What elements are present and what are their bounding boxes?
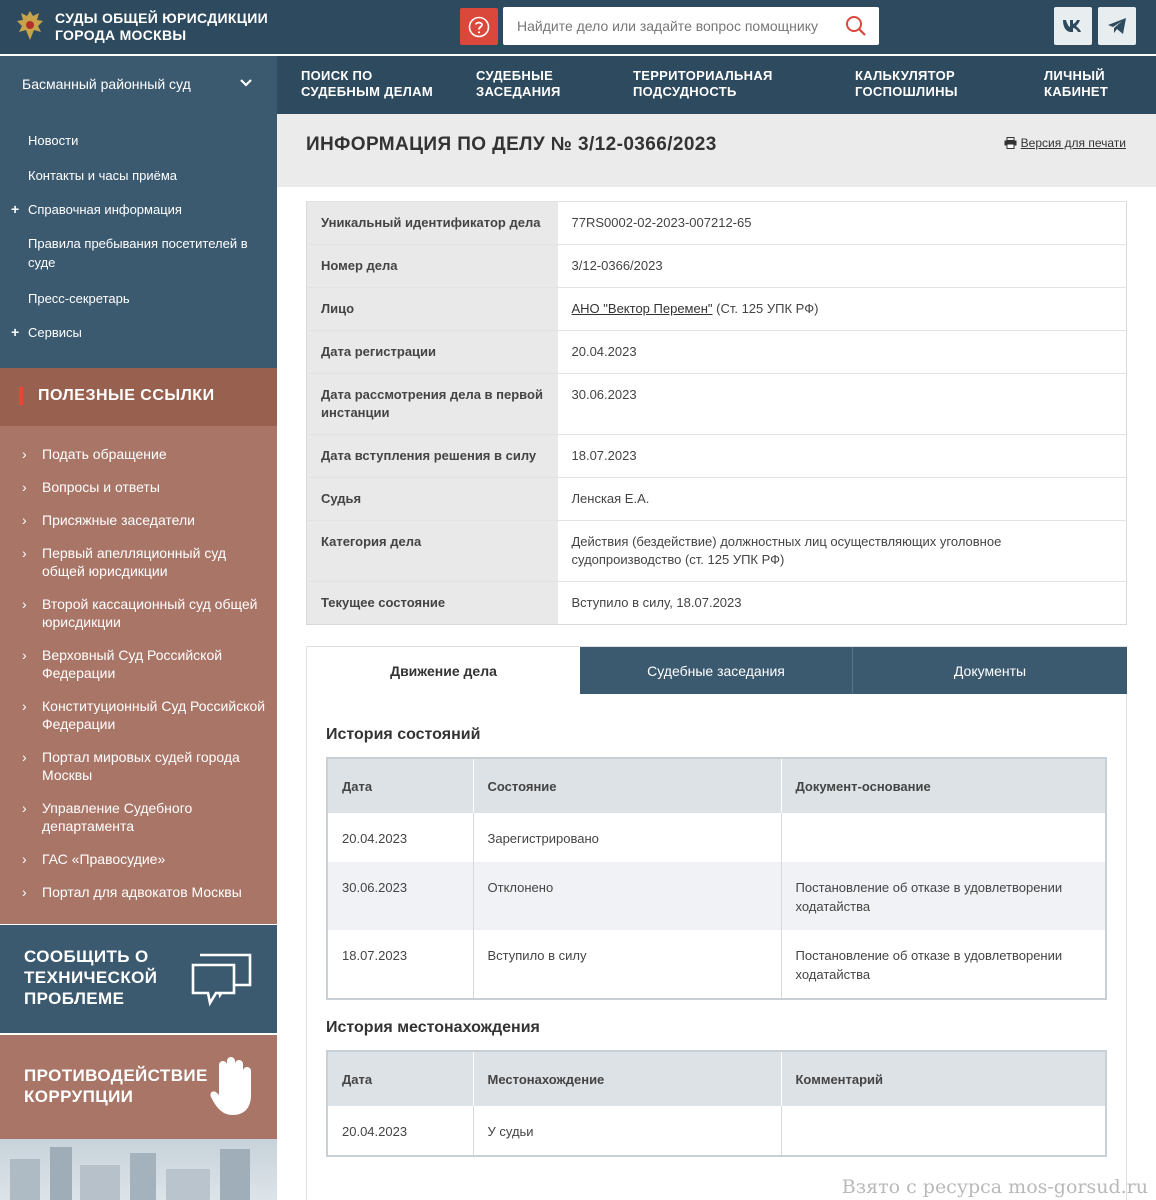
table-row [307,582,1127,625]
useful-link[interactable] [22,883,267,901]
table-cell: Зарегистрировано [473,813,781,862]
useful-link-label: Верховный Суд Российской Федерации [42,647,223,681]
table-cell: Постановление об отказе в удовлетворении ходатайства [781,862,1106,930]
field-value: Действия (бездействие) должностных лиц осуществляющих уголовное судопроизводство (ст. 125 УПК РФ) [558,521,1127,582]
useful-link-label: Первый апелляционный суд общей юрисдикции [42,545,227,579]
chevron-right-icon: › [22,749,27,765]
field-value: 30.06.2023 [558,374,1127,435]
location-history-title: История местонахождения [326,1019,540,1036]
status-history-table [326,757,1107,1000]
chevron-right-icon: › [22,479,27,495]
field-value: 77RS0002-02-2023-007212-65 [558,202,1127,245]
useful-link[interactable] [22,748,267,784]
table-cell [781,813,1106,862]
table-row [307,331,1127,374]
sidebar-item-label: Правила пребывания посетителей в суде [28,236,248,270]
chevron-right-icon: › [22,800,27,816]
column-header: Местонахождение [473,1051,781,1106]
printer-icon [1004,137,1017,149]
plus-icon[interactable]: + [11,324,20,340]
field-value: 20.04.2023 [558,331,1127,374]
nav-fee-calculator[interactable]: КАЛЬКУЛЯТОР ГОСПОШЛИНЫ [855,68,958,99]
table-row [307,374,1127,435]
useful-link-label: Портал мировых судей города Москвы [42,749,240,783]
field-value [558,288,1127,331]
column-header: Комментарий [781,1051,1106,1106]
chevron-right-icon: › [22,698,27,714]
question-icon [468,16,490,38]
coat-of-arms-icon[interactable] [14,9,46,43]
chevron-right-icon: › [22,647,27,663]
sidebar-menu [0,114,277,368]
table-row [307,288,1127,331]
field-label: Номер дела [307,245,558,288]
field-value: Ленская Е.А. [558,478,1127,521]
useful-link-label: ГАС «Правосудие» [42,851,166,867]
field-value: Вступило в силу, 18.07.2023 [558,582,1127,625]
table-row [327,930,1106,999]
table-cell: 20.04.2023 [327,1106,473,1156]
top-navigation [277,56,1156,114]
table-row [327,862,1106,930]
useful-link[interactable] [22,511,267,529]
sidebar-item-news[interactable] [28,131,258,150]
useful-link-label: Присяжные заседатели [42,512,195,528]
telegram-icon [1107,17,1127,35]
city-image [0,1139,277,1200]
table-row [307,245,1127,288]
field-label: Категория дела [307,521,558,582]
sidebar-item-contacts[interactable] [28,166,258,185]
sidebar-item-label: Пресс-секретарь [28,291,130,306]
useful-links-header [0,368,277,426]
field-label: Дата регистрации [307,331,558,374]
court-select[interactable] [0,56,277,114]
watermark: Взято с ресурса mos-gorsud.ru [841,1176,1148,1198]
vk-icon [1062,19,1084,33]
tab-case-movement[interactable]: Движение дела [307,647,580,694]
tab-documents[interactable]: Документы [853,647,1127,694]
case-info-table [306,201,1127,625]
useful-link-label: Портал для адвокатов Москвы [42,884,242,900]
sidebar-item-label: Сервисы [28,325,82,340]
status-history-title: История состояний [326,726,481,743]
useful-link[interactable] [22,478,267,496]
anti-corruption-banner[interactable] [0,1035,277,1139]
field-label: Дата рассмотрения дела в первой инстанции [307,374,558,435]
sidebar-item-label: Справочная информация [28,202,182,217]
table-row [327,1106,1106,1156]
table-header-row [327,1051,1106,1106]
search-icon[interactable] [845,15,867,37]
sidebar-item-reference[interactable] [11,200,258,219]
useful-link-label: Второй кассационный суд общей юрисдикции [42,596,258,630]
table-cell [781,1106,1106,1156]
nav-court-hearings[interactable]: СУДЕБНЫЕ ЗАСЕДАНИЯ [476,68,561,99]
party-article: (Ст. 125 УПК РФ) [712,301,819,316]
table-cell: 30.06.2023 [327,862,473,930]
field-label: Лицо [307,288,558,331]
print-version-label: Версия для печати [1020,136,1126,150]
tab-court-hearings[interactable]: Судебные заседания [580,647,853,694]
field-label: Текущее состояние [307,582,558,625]
table-cell: Вступило в силу [473,930,781,999]
chevron-down-icon [239,78,253,88]
useful-link-label: Вопросы и ответы [42,479,160,495]
chevron-right-icon: › [22,545,27,561]
search-box [503,7,879,45]
nav-case-search[interactable]: ПОИСК ПО СУДЕБНЫМ ДЕЛАМ [301,68,433,99]
sidebar-item-label: Контакты и часы приёма [28,168,178,183]
location-history-table [326,1050,1107,1157]
table-row [307,478,1127,521]
telegram-button[interactable] [1098,7,1136,45]
hand-stop-icon [207,1055,257,1117]
useful-links-panel [0,368,277,924]
report-problem-text: СООБЩИТЬ О ТЕХНИЧЕСКОЙ ПРОБЛЕМЕ [24,947,158,1008]
table-row [327,813,1106,862]
logo-line-1: СУДЫ ОБЩЕЙ ЮРИСДИКЦИИ [55,10,268,26]
table-cell: Отклонено [473,862,781,930]
help-button[interactable] [460,8,498,45]
useful-link[interactable] [22,544,267,580]
chevron-right-icon: › [22,512,27,528]
sidebar-item-services[interactable] [11,323,258,342]
useful-link[interactable] [22,697,267,733]
chevron-right-icon: › [22,446,27,462]
sidebar-item-label: Новости [28,133,79,148]
useful-link-label: Конституционный Суд Российской Федерации [42,698,266,732]
useful-link-label: Управление Судебного департамента [42,800,193,834]
table-row [307,435,1127,478]
column-header: Дата [327,1051,473,1106]
nav-territorial-jurisdiction[interactable]: ТЕРРИТОРИАЛЬНАЯ ПОДСУДНОСТЬ [633,68,773,99]
table-row [307,521,1127,582]
table-cell: Постановление об отказе в удовлетворении ходатайства [781,930,1106,999]
site-logo-text[interactable] [55,10,268,44]
report-problem-banner[interactable] [0,925,277,1033]
chevron-right-icon: › [22,851,27,867]
chevron-right-icon: › [22,884,27,900]
column-header: Документ-основание [781,758,1106,813]
accent-bar [19,387,23,405]
print-version-link[interactable] [1004,136,1126,150]
party-link[interactable]: АНО "Вектор Перемен" [571,301,713,316]
useful-link[interactable] [22,646,267,682]
plus-icon[interactable]: + [11,201,20,217]
field-value: 3/12-0366/2023 [558,245,1127,288]
field-label: Уникальный идентификатор дела [307,202,558,245]
field-label: Судья [307,478,558,521]
sidebar-item-press[interactable] [28,289,258,308]
page-title-band [277,114,1156,187]
site-header [0,0,1156,54]
field-label: Дата вступления решения в силу [307,435,558,478]
table-cell: 20.04.2023 [327,813,473,862]
table-cell: У судьи [473,1106,781,1156]
vk-button[interactable] [1054,7,1092,45]
chevron-right-icon: › [22,596,27,612]
logo-line-2: ГОРОДА МОСКВЫ [55,27,187,43]
column-header: Дата [327,758,473,813]
search-input[interactable] [503,7,823,45]
useful-link[interactable] [22,799,267,835]
useful-link[interactable] [22,445,267,463]
table-row [307,202,1127,245]
useful-links-title: ПОЛЕЗНЫЕ ССЫЛКИ [38,387,215,404]
useful-link[interactable] [22,850,267,868]
page-title: ИНФОРМАЦИЯ ПО ДЕЛУ № 3/12-0366/2023 [306,134,717,155]
useful-link-label: Подать обращение [42,446,167,462]
anti-corruption-text: ПРОТИВОДЕЙСТВИЕ КОРРУПЦИИ [24,1066,208,1106]
table-cell: 18.07.2023 [327,930,473,999]
useful-link[interactable] [22,595,267,631]
nav-personal-account[interactable]: ЛИЧНЫЙ КАБИНЕТ [1044,68,1109,99]
chat-bubble-icon [190,949,254,1009]
court-select-label: Басманный районный суд [22,76,191,92]
sidebar-item-rules[interactable] [28,234,258,272]
field-value: 18.07.2023 [558,435,1127,478]
table-header-row [327,758,1106,813]
column-header: Состояние [473,758,781,813]
